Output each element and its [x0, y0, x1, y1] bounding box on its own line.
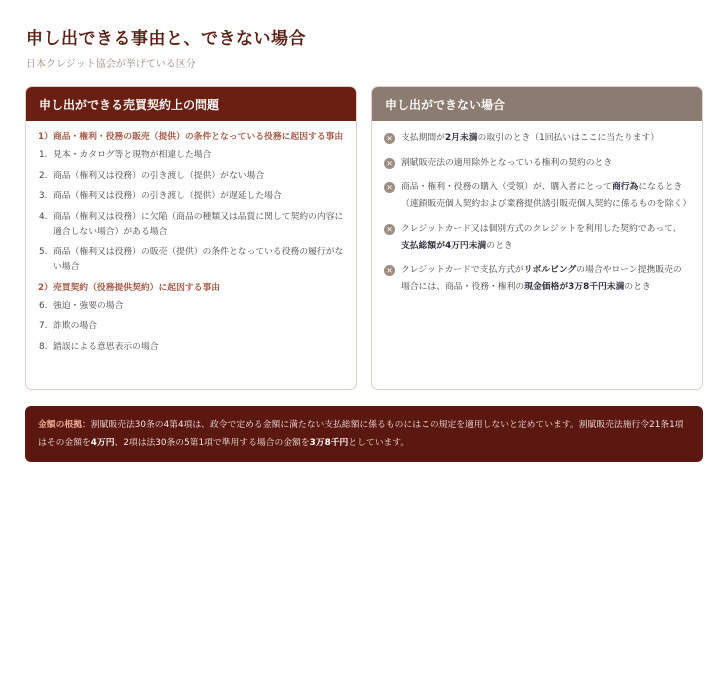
- note-amount-1: 4万円: [90, 438, 115, 448]
- item-number: 1.: [39, 150, 48, 160]
- not-allowed-card: [371, 86, 703, 390]
- page-title: 申し出できる事由と、できない場合: [26, 29, 306, 49]
- item-text: 見本・カタログ等と現物が相違した場合: [53, 150, 212, 160]
- section-heading-service: 1）商品・権利・役務の販売（提供）の条件となっている役務に起因する事由: [38, 132, 344, 142]
- list-item: [384, 262, 690, 296]
- list-item: [38, 169, 344, 184]
- item-text: 商品（権利又は役務）の引き渡し（提供）が遅延した場合: [53, 191, 282, 201]
- item-text: 強迫・強要の場合: [53, 300, 124, 311]
- x-circle-icon: ✕: [384, 158, 395, 169]
- item-number: 4.: [39, 211, 48, 222]
- item-text: 割賦販売法の適用除外となっている権利の契約のとき: [401, 157, 613, 168]
- item-text: 商品・権利・役務の購入（受領）が、購入者にとって商行為になるとき（連鎖販売個人契約および業務提供誘引販売個人契約に係るものを除く）: [401, 182, 692, 209]
- list-item: [384, 221, 690, 255]
- x-circle-icon: ✕: [384, 182, 395, 193]
- item-number: 5.: [39, 247, 48, 257]
- item-text: 商品（権利又は役務）の引き渡し（提供）がない場合: [53, 170, 265, 181]
- item-text: クレジットカードで支払方式がリボルビングの場合やローン提携販売の場合には、商品・役務・権利の現金価格が3万8千円未満のとき: [401, 265, 682, 292]
- item-text: 商品（権利又は役務）の販売（提供）の条件となっている役務の履行がない場合: [53, 247, 344, 272]
- item-text: 錯誤による意思表示の場合: [53, 341, 159, 352]
- x-circle-icon: ✕: [384, 133, 395, 144]
- list-item: [384, 179, 690, 213]
- list-item: [38, 210, 344, 240]
- item-number: 6.: [39, 300, 48, 311]
- page-subtitle: 日本クレジット協会が挙げている区分: [26, 59, 196, 70]
- list-item: [38, 245, 344, 275]
- not-allowed-card-header: 申し出ができない場合: [372, 87, 702, 121]
- list-item: [38, 189, 344, 204]
- allowed-card-header: 申し出ができる売買契約上の問題: [26, 87, 356, 121]
- item-number: 3.: [39, 191, 48, 201]
- allowed-card-body: [26, 121, 356, 355]
- item-number: 2.: [39, 170, 48, 181]
- x-circle-icon: ✕: [384, 224, 395, 235]
- note-text: 、2項は法30条の5第1項で準用する場合の金額を: [114, 438, 310, 448]
- list-item: [38, 299, 344, 314]
- item-number: 8.: [39, 341, 48, 352]
- allowed-card: [25, 86, 357, 390]
- list-item: [38, 148, 344, 163]
- note-amount-2: 3万8千円: [309, 438, 349, 448]
- list-item: [38, 340, 344, 355]
- item-number: 7.: [39, 321, 48, 331]
- note-text: としています。: [348, 438, 410, 448]
- item-text: クレジットカード又は個別方式のクレジットを利用した契約であって、支払総額が4万円未満のとき: [401, 223, 682, 251]
- list-item: [38, 319, 344, 334]
- list-item: [384, 155, 690, 172]
- list-item: [384, 130, 690, 147]
- not-allowed-card-body: [372, 121, 702, 296]
- note-text: 割賦販売法30条の4第4項は、政令で定める金額に満たない支払総額に係るものにはこの規定を適用しないと定めています。割賦販売法施行令21条1項はその金額を: [38, 420, 684, 448]
- note-label: 金額の根拠：: [38, 420, 91, 430]
- item-text: 商品（権利又は役務）に欠陥（商品の種類又は品質に関して契約の内容に適合しない場合）がある場合: [53, 211, 344, 237]
- item-text: 支払期間が2月未満の取引のとき（1回払いはここに当たります）: [401, 133, 660, 143]
- x-circle-icon: ✕: [384, 265, 395, 276]
- item-text: 詐欺の場合: [53, 321, 97, 331]
- section-heading-contract: 2）売買契約（役務提供契約）に起因する事由: [38, 282, 221, 293]
- legal-basis-note: [25, 406, 703, 462]
